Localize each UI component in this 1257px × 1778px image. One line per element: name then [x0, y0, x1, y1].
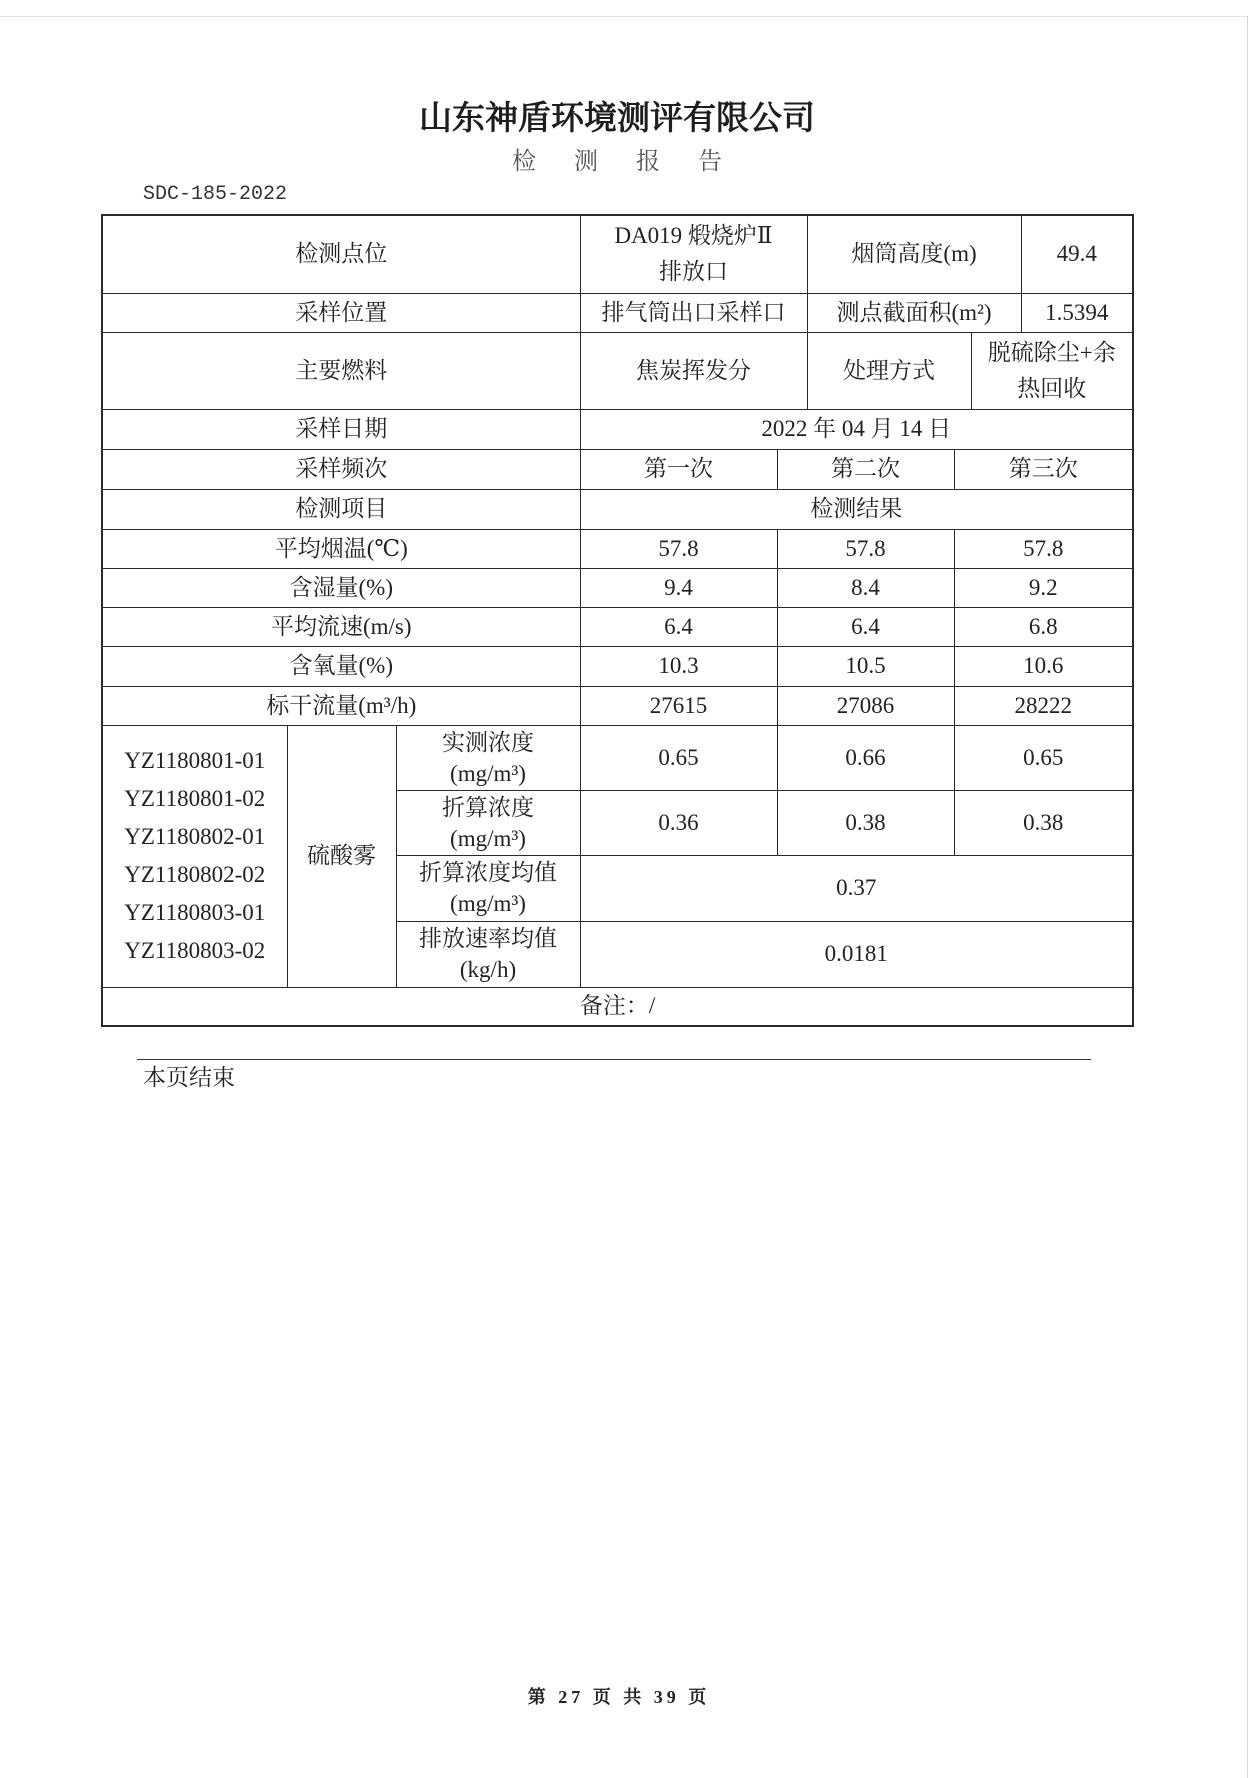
sample-id: YZ1180801-02 — [124, 786, 266, 811]
frequency-3: 第三次 — [954, 449, 1133, 489]
parameter-row — [102, 607, 1133, 646]
label-unit: (mg/m³) — [450, 760, 526, 786]
parameter-label: 平均烟温(℃) — [102, 529, 580, 568]
value-treatment — [971, 332, 1133, 409]
pollutant-name: 硫酸雾 — [287, 725, 396, 987]
label-monitoring-point: 检测点位 — [102, 215, 580, 293]
parameter-row — [102, 568, 1133, 607]
row-monitoring-point — [102, 215, 1133, 293]
value-treatment-line: 热回收 — [1017, 375, 1087, 401]
parameter-row — [102, 529, 1133, 568]
monitoring-results-table — [101, 214, 1134, 1027]
measured-value-2: 0.66 — [777, 725, 954, 790]
label-line: 折算浓度均值 — [419, 860, 557, 885]
row-remarks — [102, 987, 1133, 1026]
sample-id-list — [102, 725, 287, 987]
page-indicator: 第 27 页 共 39 页 — [527, 1687, 711, 1707]
parameter-value-1: 57.8 — [580, 529, 777, 568]
frequency-2: 第二次 — [777, 449, 954, 489]
converted-value-2: 0.38 — [777, 790, 954, 855]
sample-id: YZ1180801-01 — [124, 748, 266, 773]
sample-id: YZ1180802-01 — [124, 824, 266, 849]
row-sampling-date — [102, 409, 1133, 449]
value-monitoring-point — [580, 215, 807, 293]
label-test-result: 检测结果 — [580, 489, 1133, 529]
label-line: 折算浓度 — [442, 794, 534, 820]
label-main-fuel: 主要燃料 — [102, 332, 580, 409]
label-unit: (kg/h) — [459, 957, 517, 982]
label-sampling-frequency: 采样频次 — [102, 449, 580, 489]
scan-edge-top — [0, 16, 1248, 17]
parameter-value-2: 27086 — [777, 686, 954, 725]
parameter-label: 平均流速(m/s) — [102, 607, 580, 646]
sample-id: YZ1180802-02 — [124, 862, 266, 887]
row-fuel — [102, 332, 1133, 409]
sample-id: YZ1180803-01 — [124, 900, 266, 925]
sample-id: YZ1180803-02 — [124, 938, 266, 963]
frequency-1: 第一次 — [580, 449, 777, 489]
label-unit: (mg/m³) — [450, 825, 526, 851]
end-divider — [137, 1059, 1091, 1060]
company-name: 山东神盾环境测评有限公司 — [419, 98, 815, 137]
converted-avg-value: 0.37 — [580, 855, 1133, 921]
scan-edge-right — [1247, 16, 1248, 1778]
parameter-label: 标干流量(m³/h) — [102, 686, 580, 725]
label-section-area: 测点截面积(m²) — [807, 293, 1021, 332]
parameter-value-1: 27615 — [580, 686, 777, 725]
emission-rate-avg-value: 0.0181 — [580, 921, 1133, 987]
parameter-value-2: 10.5 — [777, 646, 954, 686]
label-measured-concentration — [396, 725, 580, 790]
measured-value-1: 0.65 — [580, 725, 777, 790]
parameter-row — [102, 646, 1133, 686]
parameter-label: 含氧量(%) — [102, 646, 580, 686]
label-test-item: 检测项目 — [102, 489, 580, 529]
value-section-area: 1.5394 — [1021, 293, 1133, 332]
remarks: 备注：/ — [102, 987, 1133, 1026]
value-sampling-location: 排气筒出口采样口 — [580, 293, 807, 332]
label-converted-concentration-avg — [396, 855, 580, 921]
row-sampling-location — [102, 293, 1133, 332]
value-main-fuel: 焦炭挥发分 — [580, 332, 807, 409]
value-monitoring-point-line: DA019 煅烧炉Ⅱ — [614, 223, 773, 249]
value-sampling-date: 2022 年 04 月 14 日 — [580, 409, 1133, 449]
label-unit: (mg/m³) — [450, 891, 526, 916]
parameter-value-1: 9.4 — [580, 568, 777, 607]
label-stack-height: 烟筒高度(m) — [807, 215, 1021, 293]
value-stack-height: 49.4 — [1021, 215, 1133, 293]
parameter-value-1: 10.3 — [580, 646, 777, 686]
label-line: 实测浓度 — [442, 729, 534, 755]
parameter-value-3: 9.2 — [954, 568, 1133, 607]
label-sampling-location: 采样位置 — [102, 293, 580, 332]
report-number: SDC-185-2022 — [143, 183, 288, 206]
label-converted-concentration — [396, 790, 580, 855]
parameter-value-3: 6.8 — [954, 607, 1133, 646]
row-measured-concentration — [102, 725, 1133, 790]
parameter-value-3: 10.6 — [954, 646, 1133, 686]
parameter-label: 含湿量(%) — [102, 568, 580, 607]
parameter-value-2: 57.8 — [777, 529, 954, 568]
measured-value-3: 0.65 — [954, 725, 1133, 790]
label-treatment: 处理方式 — [807, 332, 971, 409]
label-line: 排放速率均值 — [419, 926, 557, 951]
value-treatment-line: 脱硫除尘+余 — [987, 339, 1116, 365]
label-sampling-date: 采样日期 — [102, 409, 580, 449]
row-test-header — [102, 489, 1133, 529]
parameter-row — [102, 686, 1133, 725]
end-of-page-note: 本页结束 — [143, 1065, 235, 1090]
converted-value-3: 0.38 — [954, 790, 1133, 855]
parameter-value-3: 57.8 — [954, 529, 1133, 568]
parameter-value-3: 28222 — [954, 686, 1133, 725]
converted-value-1: 0.36 — [580, 790, 777, 855]
parameter-value-2: 8.4 — [777, 568, 954, 607]
value-monitoring-point-line: 排放口 — [659, 259, 728, 285]
parameter-value-1: 6.4 — [580, 607, 777, 646]
row-sampling-frequency — [102, 449, 1133, 489]
label-emission-rate-avg — [396, 921, 580, 987]
report-title: 检 测 报 告 — [512, 149, 738, 175]
parameter-value-2: 6.4 — [777, 607, 954, 646]
